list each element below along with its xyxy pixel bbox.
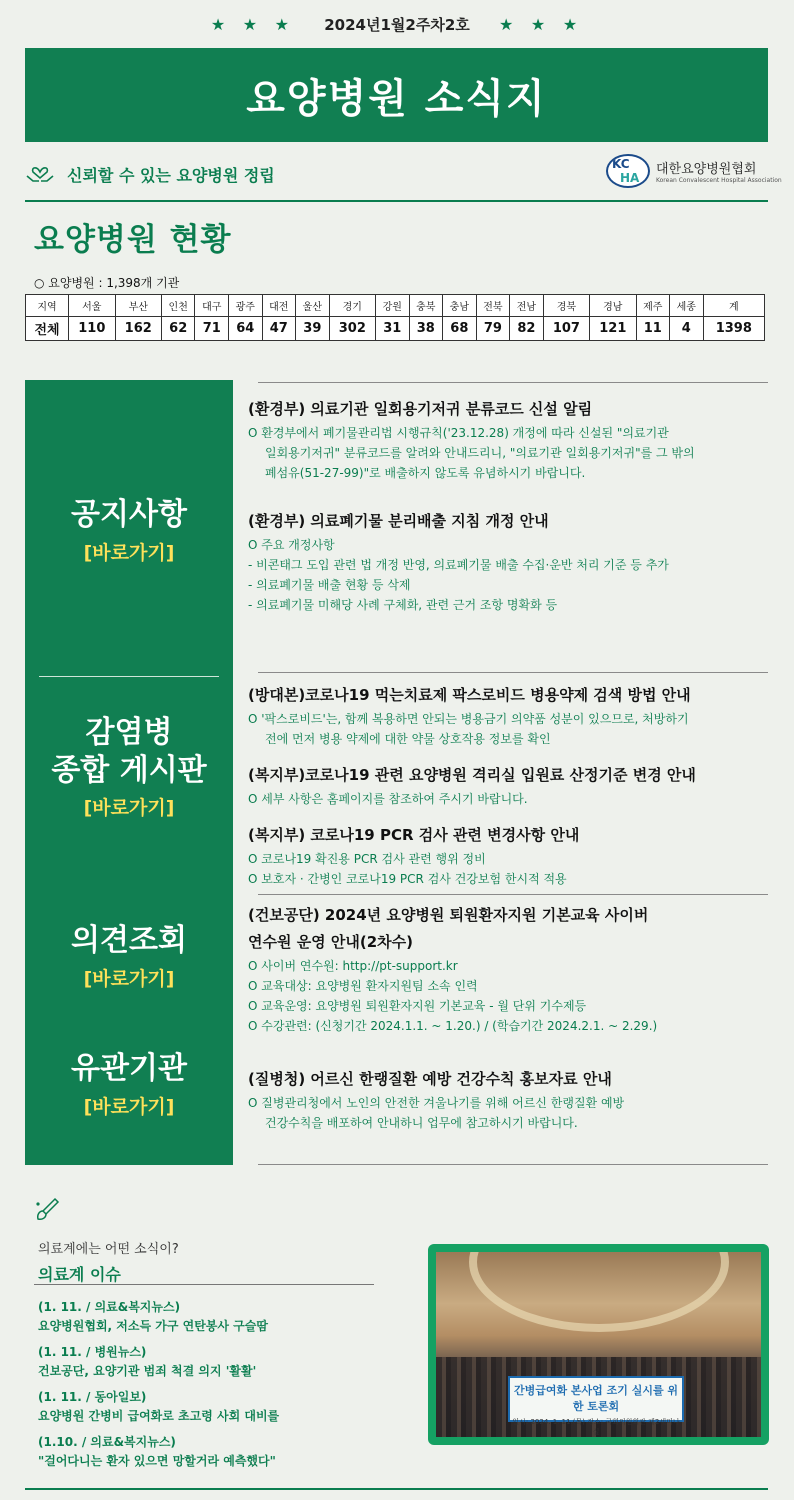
status-count: ○ 요양병원 : 1,398개 기관 <box>34 276 180 290</box>
opinion-1-title-2[interactable]: 연수원 운영 안내(2차수) <box>248 933 414 951</box>
region-header-cell: 계 <box>703 295 764 317</box>
opinion-1-line: O 사이버 연수원: http://pt-support.kr <box>248 959 458 973</box>
news-subtitle: 의료계에는 어떤 소식이? <box>38 1242 179 1257</box>
infection-label-1: 감염병 <box>85 715 173 750</box>
region-count-cell: 302 <box>329 317 375 341</box>
sidebar-item-infection[interactable] <box>25 714 233 820</box>
region-header-cell: 충북 <box>409 295 443 317</box>
list-item[interactable] <box>38 1298 408 1334</box>
event-banner <box>508 1376 684 1436</box>
list-item[interactable] <box>38 1433 408 1469</box>
region-header-cell: 세종 <box>670 295 704 317</box>
notice-2-line: - 의료폐기물 미해당 사례 구체화, 관련 근거 조항 명확화 등 <box>248 598 558 612</box>
related-1-line: O 질병관리청에서 노인의 안전한 겨울나기를 위해 어르신 한랭질환 예방 <box>248 1096 625 1110</box>
region-header-cell: 대전 <box>262 295 296 317</box>
news-headline[interactable]: "걸어다니는 환자 있으면 망할거라 예측했다" <box>38 1454 276 1468</box>
region-count-cell: 62 <box>161 317 195 341</box>
region-count-cell: 107 <box>543 317 589 341</box>
region-header-cell: 전남 <box>510 295 544 317</box>
list-item[interactable] <box>38 1388 408 1424</box>
notice-2-line: - 의료폐기물 배출 현황 등 삭제 <box>248 578 411 592</box>
opinion-1-line: O 교육운영: 요양병원 퇴원환자지원 기본교육 - 월 단위 기수제등 <box>248 999 587 1013</box>
related-1-line: 건강수칙을 배포하여 안내하니 업무에 참고하시기 바랍니다. <box>265 1116 578 1130</box>
related-item-1 <box>248 1068 788 1133</box>
notice-1-line: O 환경부에서 폐기물관리법 시행규칙('23.12.28) 개정에 따라 신설된 "의료기관 <box>248 426 669 440</box>
related-go-link[interactable]: [바로가기] <box>83 1095 175 1118</box>
category-sidebar <box>25 380 233 1165</box>
notice-2-title[interactable]: (환경부) 의료폐기물 분리배출 지침 개정 안내 <box>248 512 549 530</box>
opinion-1-line: O 교육대상: 요양병원 환자지원팀 소속 인력 <box>248 979 478 993</box>
region-header-cell: 광주 <box>229 295 263 317</box>
total-row-label: 전체 <box>26 317 69 341</box>
section-divider <box>258 894 768 895</box>
region-count-cell: 82 <box>510 317 544 341</box>
logo-mark-top: KC <box>612 157 630 171</box>
infection-item-1 <box>248 684 788 749</box>
heart-hands-icon <box>25 163 55 185</box>
opinion-label: 의견조회 <box>71 923 187 958</box>
news-source: (1.10. / 의료&복지뉴스) <box>38 1435 176 1449</box>
news-headline[interactable]: 요양병원 간병비 급여화로 초고령 사회 대비를 <box>38 1409 280 1423</box>
header-divider <box>25 200 768 202</box>
region-header-cell: 충남 <box>443 295 477 317</box>
news-source: (1. 11. / 의료&복지뉴스) <box>38 1300 181 1314</box>
sidebar-divider <box>39 676 219 677</box>
notice-label: 공지사항 <box>71 497 187 532</box>
infection-1-line: O '팍스로비드'는, 함께 복용하면 안되는 병용금기 의약품 성분이 있으므로, 처방하기 <box>248 712 689 726</box>
kcha-logo-icon <box>606 154 650 188</box>
region-count-cell: 47 <box>262 317 296 341</box>
sidebar-item-related[interactable] <box>25 1050 233 1119</box>
region-header-label: 지역 <box>26 295 69 317</box>
issue-number: 2024년1월2주차2호 <box>324 16 470 34</box>
news-headline[interactable]: 건보공단, 요양기관 범죄 척결 의지 '활활' <box>38 1364 257 1378</box>
sidebar-item-opinion[interactable] <box>25 922 233 991</box>
sidebar-item-notice[interactable] <box>25 496 233 565</box>
region-header-cell: 울산 <box>296 295 330 317</box>
news-title: 의료계 이슈 <box>38 1265 121 1284</box>
infection-1-title[interactable]: (방대본)코로나19 먹는치료제 팍스로비드 병용약제 검색 방법 안내 <box>248 686 691 704</box>
infection-go-link[interactable]: [바로가기] <box>83 797 175 819</box>
section-divider <box>258 1164 768 1165</box>
region-count-cell: 79 <box>476 317 510 341</box>
banner-title: 간병급여화 본사업 조기 실시를 위한 토론회 <box>513 1384 679 1413</box>
status-title: 요양병원 현황 <box>34 222 232 258</box>
notice-go-link[interactable]: [바로가기] <box>83 541 175 564</box>
region-count-cell: 162 <box>115 317 161 341</box>
region-count-cell: 121 <box>590 317 636 341</box>
notice-1-title[interactable]: (환경부) 의료기관 일회용기저귀 분류코드 신설 알림 <box>248 400 593 418</box>
region-count-cell: 31 <box>376 317 410 341</box>
notice-item-2 <box>248 510 788 615</box>
opinion-1-title[interactable]: (건보공단) 2024년 요양병원 퇴원환자지원 기본교육 사이버 <box>248 906 649 924</box>
star-icon: ★ ★ ★ <box>210 15 295 34</box>
newsletter-title: 요양병원 소식지 <box>246 75 547 122</box>
list-item[interactable] <box>38 1343 408 1379</box>
issue-line <box>0 14 794 35</box>
infection-2-line: O 세부 사항은 홈페이지를 참조하여 주시기 바랍니다. <box>248 792 528 806</box>
region-count-cell: 64 <box>229 317 263 341</box>
footer-divider <box>25 1488 768 1490</box>
opinion-item-1 <box>248 904 788 1036</box>
opinion-1-line: O 수강관련: (신청기간 2024.1.1. ~ 1.20.) / (학습기간 2024.2.1. ~ 2.29.) <box>248 1019 658 1033</box>
notice-1-line: 일회용기저귀" 분류코드를 알려와 안내드리니, "의료기관 일회용기저귀"를 그 밖의 <box>265 446 695 460</box>
region-header-cell: 경기 <box>329 295 375 317</box>
region-header-cell: 제주 <box>636 295 670 317</box>
news-source: (1. 11. / 동아일보) <box>38 1390 147 1404</box>
region-count-cell: 68 <box>443 317 477 341</box>
region-header-cell: 경북 <box>543 295 589 317</box>
region-header-cell: 인천 <box>161 295 195 317</box>
slogan: 신뢰할 수 있는 요양병원 정립 <box>67 165 275 185</box>
region-count-cell: 110 <box>69 317 115 341</box>
opinion-go-link[interactable]: [바로가기] <box>83 967 175 990</box>
infection-2-title[interactable]: (복지부)코로나19 관련 요양병원 격리실 입원료 산정기준 변경 안내 <box>248 766 696 784</box>
region-count-cell: 4 <box>670 317 704 341</box>
infection-label-2: 종합 게시판 <box>51 752 207 788</box>
news-source: (1. 11. / 병원뉴스) <box>38 1345 147 1359</box>
infection-3-line: O 보호자 · 간병인 코로나19 PCR 검사 건강보험 한시적 적용 <box>248 872 567 886</box>
notice-item-1 <box>248 398 788 483</box>
association-name-en: Korean Convalescent Hospital Association <box>656 177 782 184</box>
region-header-cell: 전북 <box>476 295 510 317</box>
region-header-cell: 강원 <box>376 295 410 317</box>
region-header-cell: 대구 <box>195 295 229 317</box>
region-header-cell: 서울 <box>69 295 115 317</box>
infection-item-3 <box>248 824 788 889</box>
ceiling-decoration <box>469 1252 729 1332</box>
hospital-count-table <box>25 294 765 341</box>
association-name: 대한요양병원협회 <box>656 162 757 177</box>
event-photo <box>436 1252 761 1437</box>
section-divider <box>258 672 768 673</box>
notice-2-line: O 주요 개정사항 <box>248 538 335 552</box>
news-list <box>38 1298 408 1478</box>
region-count-cell: 11 <box>636 317 670 341</box>
region-count-cell: 71 <box>195 317 229 341</box>
star-icon: ★ ★ ★ <box>498 15 584 34</box>
notice-2-line: - 비콘태그 도입 관련 법 개정 반영, 의료폐기물 배출 수집·운반 처리 기준 등 추가 <box>248 558 669 572</box>
news-headline[interactable]: 요양병원협회, 저소득 가구 연탄봉사 구슬땀 <box>38 1319 268 1333</box>
infection-3-line: O 코로나19 확진용 PCR 검사 관련 행위 정비 <box>248 852 486 866</box>
region-count-cell: 39 <box>296 317 330 341</box>
notice-1-line: 폐섬유(51-27-99)"로 배출하지 않도록 유념하시기 바랍니다. <box>265 466 586 480</box>
table-row <box>26 317 765 341</box>
association-logo <box>606 154 782 188</box>
banner-subtitle: 일시: 2024. 1. 11.(목) 장소: 국회의원회관 제2세미나실 <box>512 1418 680 1436</box>
infection-1-line: 전에 먼저 병용 약제에 대한 약물 상호작용 정보를 확인 <box>265 732 551 746</box>
paint-brush-icon <box>33 1196 61 1224</box>
logo-mark-bottom: HA <box>620 171 640 185</box>
table-header-row <box>26 295 765 317</box>
infection-3-title[interactable]: (복지부) 코로나19 PCR 검사 관련 변경사항 안내 <box>248 826 580 844</box>
title-banner <box>25 48 768 142</box>
region-header-cell: 부산 <box>115 295 161 317</box>
news-divider <box>34 1284 374 1285</box>
related-label: 유관기관 <box>71 1051 187 1086</box>
region-header-cell: 경남 <box>590 295 636 317</box>
event-photo-frame <box>428 1244 769 1445</box>
region-count-cell: 38 <box>409 317 443 341</box>
section-divider <box>258 382 768 383</box>
infection-item-2 <box>248 764 788 809</box>
related-1-title[interactable]: (질병청) 어르신 한랭질환 예방 건강수칙 홍보자료 안내 <box>248 1070 612 1088</box>
region-count-cell: 1398 <box>703 317 764 341</box>
